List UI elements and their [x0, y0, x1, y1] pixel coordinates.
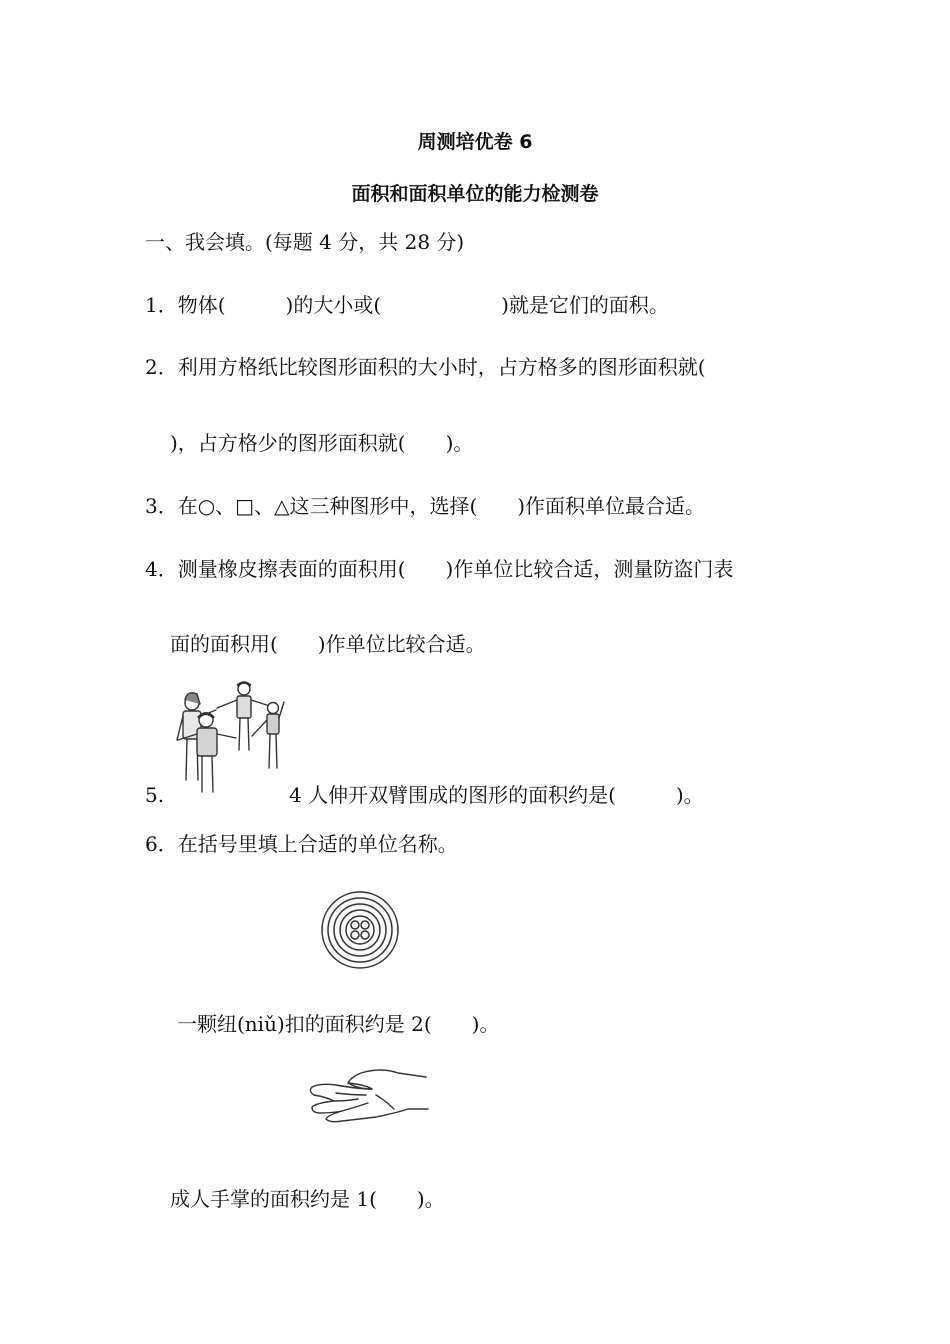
palm-illustration — [306, 1065, 431, 1125]
question-1: 1．物体( )的大小或( )就是它们的面积。 — [145, 293, 669, 317]
question-4-line-2: 面的面积用( )作单位比较合适。 — [170, 632, 486, 656]
page-subtitle: 面积和面积单位的能力检测卷 — [351, 183, 599, 205]
question-4-line-1: 4．测量橡皮擦表面的面积用( )作单位比较合适，测量防盗门表 — [145, 557, 734, 581]
question-6: 6．在括号里填上合适的单位名称。 — [145, 832, 458, 856]
question-6-button: 一颗纽(niǔ)扣的面积约是 2( )。 — [177, 1012, 500, 1036]
button-illustration — [321, 885, 401, 975]
question-6-palm: 成人手掌的面积约是 1( )。 — [170, 1187, 445, 1211]
question-3: 3．在○、□、△这三种图形中，选择( )作面积单位最合适。 — [145, 494, 706, 518]
section-heading: 一、我会填。(每题 4 分，共 28 分) — [145, 230, 465, 254]
question-2-line-2: )，占方格少的图形面积就( )。 — [170, 431, 474, 455]
children-circle-illustration — [172, 680, 297, 800]
page-title: 周测培优卷 6 — [417, 131, 533, 153]
question-5-number: 5. — [145, 783, 165, 807]
question-5-text: 4 人伸开双臂围成的图形的面积约是( )。 — [289, 783, 704, 807]
question-2-line-1: 2．利用方格纸比较图形面积的大小时，占方格多的图形面积就( — [145, 355, 706, 379]
